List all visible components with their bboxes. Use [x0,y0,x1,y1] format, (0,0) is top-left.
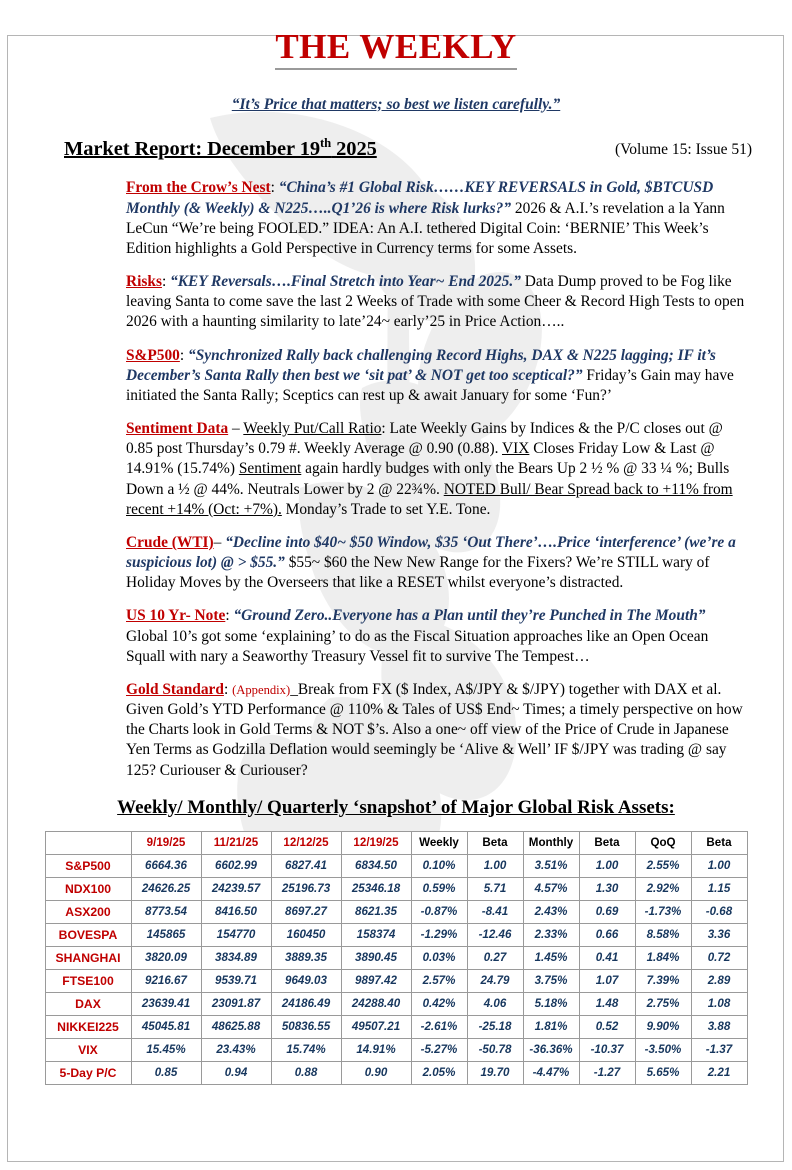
table-cell: 1.08 [691,992,747,1015]
table-cell: 3.75% [523,969,579,992]
table-cell: 1.15 [691,877,747,900]
column-header-11-21-25: 11/21/25 [201,831,271,854]
table-cell: -3.50% [635,1038,691,1061]
table-cell: 1.48 [579,992,635,1015]
table-cell: 0.90 [341,1061,411,1084]
table-row [45,1015,747,1038]
table-cell: 0.88 [271,1061,341,1084]
column-header-12-12-25: 12/12/25 [271,831,341,854]
report-line [24,136,768,161]
section-heading-gold: Gold Standard [126,680,224,698]
table-cell: 4.06 [467,992,523,1015]
section-separator-sp500: : [179,346,185,364]
section-crows-nest [64,178,746,259]
table-cell: 1.00 [579,854,635,877]
report-title-ordinal: th [320,135,332,150]
table-cell: 9649.03 [271,969,341,992]
table-cell: 24288.40 [341,992,411,1015]
table-cell: 5.71 [467,877,523,900]
table-cell: 3889.35 [271,946,341,969]
section-separator-risks: : [161,273,167,291]
page-title: THE WEEKLY [275,28,516,70]
table-cell: 3890.45 [341,946,411,969]
table-cell: 2.89 [691,969,747,992]
table-cell: 24186.49 [271,992,341,1015]
section-sentiment [64,419,746,520]
table-row [45,900,747,923]
document-content [0,28,792,1085]
section-crude [64,533,746,594]
table-cell: 9.90% [635,1015,691,1038]
section-body-us10yr: Global 10’s got some ‘explaining’ to do as the Fiscal Situation approaches like an Open Ocean Squall with nary a Seaworthy Treasury Vessel fit to survive The Tempest… [126,627,709,665]
table-cell: 7.39% [635,969,691,992]
table-cell: 2.55% [635,854,691,877]
table-cell: 23091.87 [201,992,271,1015]
section-quote-crows-nest: “China’s #1 Global Risk……KEY REVERSALS in Gold, $BTCUSD Monthly (& Weekly) & N225…..Q1’26 is where Risk lurks?” [126,179,714,217]
table-cell: -50.78 [467,1038,523,1061]
section-risks-text [64,272,746,333]
table-row [45,923,747,946]
table-cell: -12.46 [467,923,523,946]
section-crude-text [64,533,746,594]
table-cell: -5.27% [411,1038,467,1061]
table-cell: -1.73% [635,900,691,923]
table-cell: 0.85 [131,1061,201,1084]
column-header-monthly: Monthly [523,831,579,854]
row-label-s-p500: S&P500 [45,854,131,877]
row-label-asx200: ASX200 [45,900,131,923]
table-cell: 8416.50 [201,900,271,923]
table-cell: 23639.41 [131,992,201,1015]
table-row [45,1061,747,1084]
section-separator-gold: : [223,680,233,698]
report-title [64,136,377,161]
section-body-crude: $55~ $60 the New New Range for the Fixers? We’re STILL wary of Holiday Moves by the Overseers that like a RESET whilst everyone’s distracted. [126,554,710,592]
table-cell: 49507.21 [341,1015,411,1038]
table-cell: 0.42% [411,992,467,1015]
column-header-12-19-25: 12/19/25 [341,831,411,854]
sentiment-line4: Monday’s Trade to set Y.E. Tone. [281,500,491,518]
table-cell: 1.07 [579,969,635,992]
report-title-prefix: Market Report: December 19 [64,137,321,160]
table-cell: 8621.35 [341,900,411,923]
table-cell: 2.57% [411,969,467,992]
table-cell: 2.05% [411,1061,467,1084]
table-cell: 8.58% [635,923,691,946]
column-header-weekly: Weekly [411,831,467,854]
table-cell: 1.81% [523,1015,579,1038]
table-cell: -1.37 [691,1038,747,1061]
table-heading-colon: : [668,796,675,818]
table-cell: 50836.55 [271,1015,341,1038]
table-cell: 154770 [201,923,271,946]
column-header-beta: Beta [467,831,523,854]
sentiment-line3: again hardly budges with only the Bears Up 2 ½ % @ 33 ¼ %; Bulls Down a ½ @ 44%. Neutrals Lower by 2 @ 22¾%. [126,460,730,498]
section-risks [64,272,746,333]
section-sp500 [64,346,746,407]
table-cell: 5.65% [635,1061,691,1084]
table-cell: 6827.41 [271,854,341,877]
table-cell: 8773.54 [131,900,201,923]
table-row [45,946,747,969]
table-cell: 8697.27 [271,900,341,923]
sentiment-line2: Closes Friday Low & Last @ 14.91% (15.74%) [126,440,715,478]
row-label-ftse100: FTSE100 [45,969,131,992]
row-label-vix: VIX [45,1038,131,1061]
table-cell: 3.36 [691,923,747,946]
column-header-qoq: QoQ [635,831,691,854]
column-header-9-19-25: 9/19/25 [131,831,201,854]
table-cell: 0.66 [579,923,635,946]
table-header-row [45,831,747,854]
table-row [45,877,747,900]
snapshot-table-body [45,854,747,1084]
table-cell: 45045.81 [131,1015,201,1038]
section-heading-sentiment: Sentiment Data [126,420,229,438]
table-cell: 1.00 [467,854,523,877]
snapshot-table [45,831,748,1085]
section-body-sp500: Friday’s Gain may have initiated the Santa Rally; Sceptics can rest up & await January for some ‘Fun?’ [126,366,734,404]
table-cell: 3.88 [691,1015,747,1038]
row-label-bovespa: BOVESPA [45,923,131,946]
section-separator-crude: – [213,533,222,551]
table-cell: -0.68 [691,900,747,923]
table-cell: -1.27 [579,1061,635,1084]
volume-issue: (Volume 15: Issue 51) [614,141,752,159]
section-quote-sp500: “Synchronized Rally back challenging Record Highs, DAX & N225 lagging; IF it’s December’s Santa Rally then best we ‘sit pat’ & NOT get too sceptical?” [126,346,716,384]
table-cell: -2.61% [411,1015,467,1038]
table-cell: 15.45% [131,1038,201,1061]
section-heading-crude: Crude (WTI) [126,533,214,551]
section-heading-crows-nest: From the Crow’s Nest [126,179,271,197]
appendix-ref: (Appendix) [232,682,291,697]
table-cell: 0.41 [579,946,635,969]
section-quote-us10yr: “Ground Zero..Everyone has a Plan until they’re Punched in The Mouth” [229,607,706,625]
table-cell: 0.59% [411,877,467,900]
table-cell: 24.79 [467,969,523,992]
table-cell: 9539.71 [201,969,271,992]
row-label-nikkei225: NIKKEI225 [45,1015,131,1038]
table-cell: 2.92% [635,877,691,900]
section-crows-nest-text [64,178,746,259]
table-cell: 3.51% [523,854,579,877]
section-gold-text [64,680,746,781]
section-separator-crows-nest: : [270,179,275,197]
row-label-ndx100: NDX100 [45,877,131,900]
table-cell: 1.00 [691,854,747,877]
table-cell: 3834.89 [201,946,271,969]
report-title-suffix: 2025 [331,137,377,160]
table-cell: -36.36% [523,1038,579,1061]
table-cell: 15.74% [271,1038,341,1061]
table-cell: 1.45% [523,946,579,969]
table-cell: 158374 [341,923,411,946]
section-heading-us10yr: US 10 Yr- Note [126,607,226,625]
row-label-dax: DAX [45,992,131,1015]
table-cell: 145865 [131,923,201,946]
table-cell: 0.94 [201,1061,271,1084]
row-label-shanghai: SHANGHAI [45,946,131,969]
table-cell: 9897.42 [341,969,411,992]
table-cell: 6834.50 [341,854,411,877]
table-cell: 48625.88 [201,1015,271,1038]
table-cell: 19.70 [467,1061,523,1084]
sections [24,178,768,780]
table-cell: 2.75% [635,992,691,1015]
table-cell: 0.03% [411,946,467,969]
section-separator-us10yr: : [225,607,230,625]
table-cell: 0.72 [691,946,747,969]
table-cell: 23.43% [201,1038,271,1061]
table-corner-cell [45,831,131,854]
section-us10yr-text [64,606,746,667]
section-sentiment-text [64,419,746,520]
table-cell: 160450 [271,923,341,946]
table-cell: 1.84% [635,946,691,969]
table-cell: -25.18 [467,1015,523,1038]
table-cell: -4.47% [523,1061,579,1084]
table-heading [24,797,768,819]
table-cell: 14.91% [341,1038,411,1061]
table-row [45,1038,747,1061]
masthead [24,28,768,114]
table-cell: 25196.73 [271,877,341,900]
sentiment-dash: – [228,420,244,438]
table-cell: 0.10% [411,854,467,877]
table-cell: 6664.36 [131,854,201,877]
table-cell: 4.57% [523,877,579,900]
section-gold-standard [64,680,746,781]
section-body-gold: _Break from FX ($ Index, A$/JPY & $/JPY) together with DAX et al. Given Gold’s YTD Performance @ 110% & Tales of US$ End~ Times; a timely perspective on how the Charts look in Gold Terms & NOT $’s. Also a one~ off view of the Price of Crude in Japanese Yen Terms as Godzilla Deflation would seemingly be ‘Alive & Well’ IF $/JPY was trading @ say 125? Curiouser & Curiouser? [126,680,743,779]
table-cell: 6602.99 [201,854,271,877]
table-cell: 0.69 [579,900,635,923]
snapshot-table-head [45,831,747,854]
table-cell: 9216.67 [131,969,201,992]
sentiment-line1: : Late Weekly Gains by Indices & the P/C closes out @ 0.85 post Thursday’s 0.79 #. Weekly Average @ 0.90 (0.88). [126,420,723,458]
section-heading-sp500: S&P500 [126,346,180,364]
row-label-5-day-p-c: 5-Day P/C [45,1061,131,1084]
section-quote-crude: “Decline into $40~ $50 Window, $35 ‘Out There’….Price ‘interference’ (we’re a suspicious lot) @ > $55.” [126,533,736,572]
table-cell: -8.41 [467,900,523,923]
section-body-risks: Data Dump proved to be Fog like leaving Santa to come save the last 2 Weeks of Trade with some Cheer & Record High Tests to open 2026 with a haunting similarity to late’24~ early’25 in Price Action….. [126,273,745,331]
table-cell: 3820.09 [131,946,201,969]
table-heading-text: Weekly/ Monthly/ Quarterly ‘snapshot’ of Major Global Risk Assets [117,796,669,818]
tagline: “It’s Price that matters; so best we listen carefully.” [231,95,561,113]
table-cell: 25346.18 [341,877,411,900]
table-cell: 0.27 [467,946,523,969]
column-header-beta: Beta [691,831,747,854]
section-body-crows-nest: 2026 & A.I.’s revelation a la Yann LeCun “We’re being FOOLED.” IDEA: An A.I. tethered Digital Coin: ‘BERNIE’ This Week’s Edition highlights a Gold Perspective in Currency terms for some Assets. [126,199,725,257]
table-cell: 1.30 [579,877,635,900]
table-cell: 0.52 [579,1015,635,1038]
table-cell: 2.43% [523,900,579,923]
column-header-beta: Beta [579,831,635,854]
table-cell: -0.87% [411,900,467,923]
table-cell: -10.37 [579,1038,635,1061]
section-sp500-text [64,346,746,407]
sentiment-label: Sentiment [238,460,302,478]
section-us10yr [64,606,746,667]
table-cell: 5.18% [523,992,579,1015]
sentiment-vix-label: VIX [502,440,530,458]
table-cell: 2.21 [691,1061,747,1084]
snapshot-table-wrap [24,831,768,1085]
table-cell: 24239.57 [201,877,271,900]
table-row [45,854,747,877]
table-row [45,992,747,1015]
table-row [45,969,747,992]
sentiment-sub-underline: Weekly Put/Call Ratio [243,420,382,438]
table-cell: 2.33% [523,923,579,946]
table-cell: -1.29% [411,923,467,946]
sentiment-noted-label: NOTED Bull/ Bear Spread back to +11% from recent +14% (Oct: +7%). [126,480,733,518]
section-quote-risks: “KEY Reversals….Final Stretch into Year~ End 2025.” [170,273,521,291]
table-cell: 24626.25 [131,877,201,900]
section-heading-risks: Risks [126,273,162,291]
